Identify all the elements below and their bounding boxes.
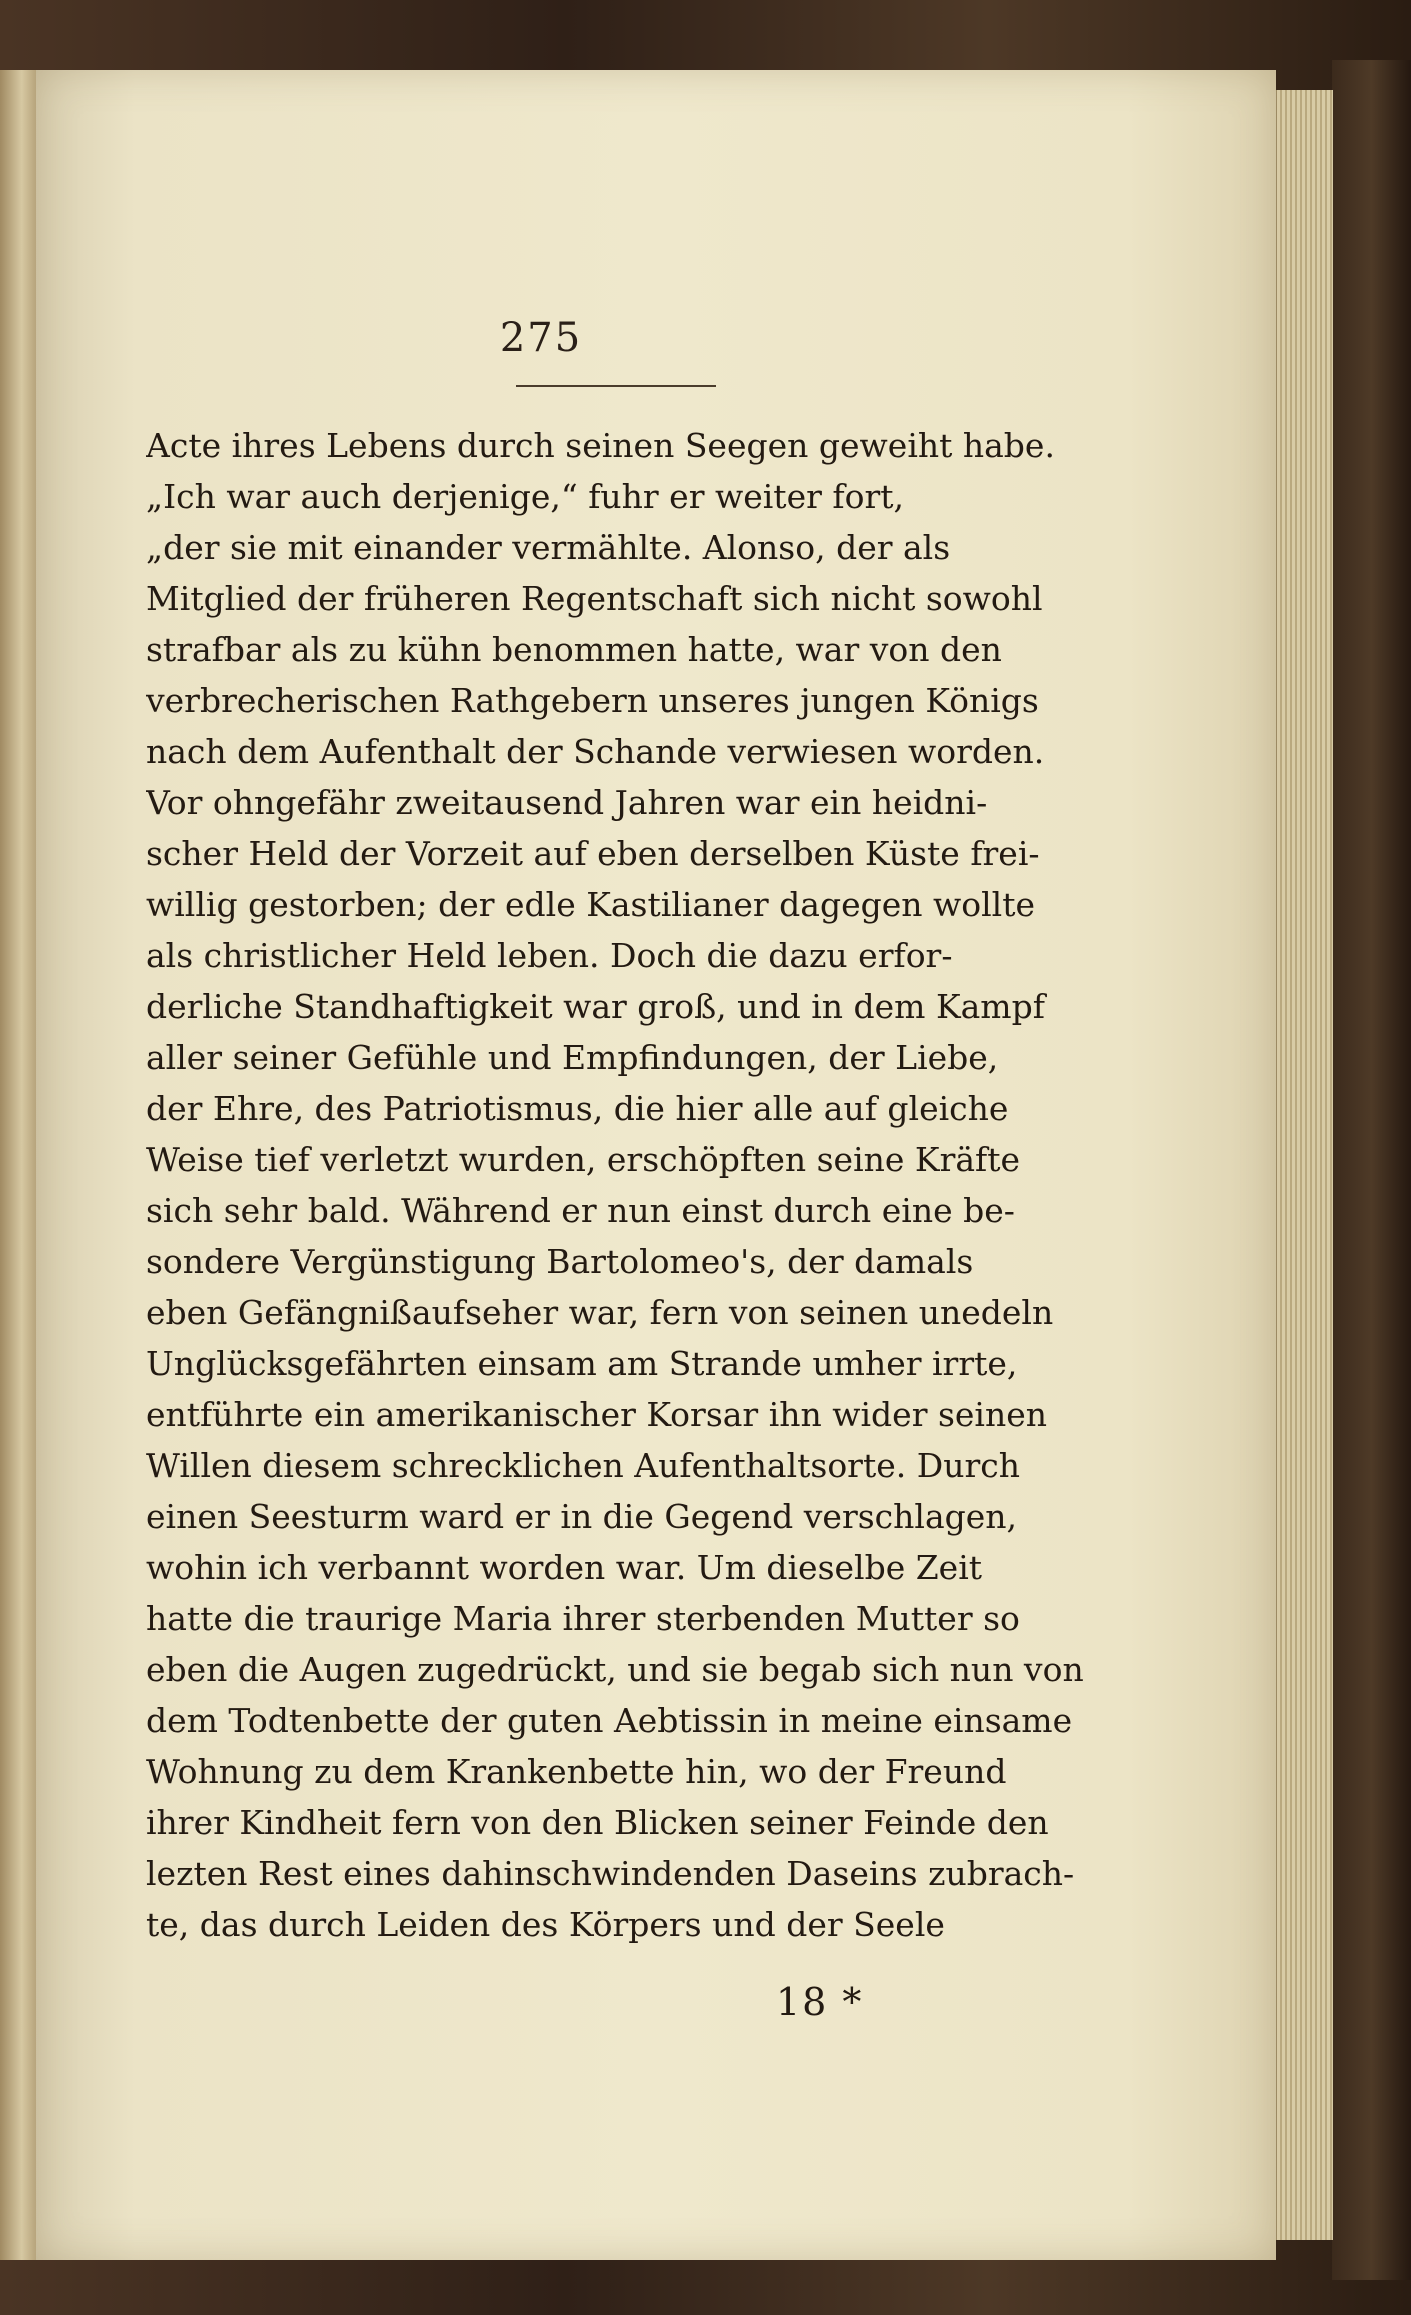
text-line: verbrecherischen Rathgebern unseres jungen Königs (146, 681, 1039, 720)
text-line: aller seiner Gefühle und Empfindungen, der Liebe, (146, 1038, 999, 1077)
text-line: Wohnung zu dem Krankenbette hin, wo der Freund (146, 1752, 1007, 1791)
left-page-edge (0, 70, 37, 2260)
text-line: entführte ein amerikanischer Korsar ihn wider seinen (146, 1395, 1048, 1434)
text-line: hatte die traurige Maria ihrer sterbenden Mutter so (146, 1599, 1020, 1638)
text-line: einen Seesturm ward er in die Gegend verschlagen, (146, 1497, 1018, 1536)
text-line: Willen diesem schrecklichen Aufenthaltsorte. Durch (146, 1446, 1020, 1485)
text-line: sich sehr bald. Während er nun einst durch eine be- (146, 1191, 1015, 1230)
text-line: „der sie mit einander vermählte. Alonso, der als (146, 528, 951, 567)
text-line: Unglücksgefährten einsam am Strande umher irrte, (146, 1344, 1018, 1383)
text-line: sondere Vergünstigung Bartolomeo's, der damals (146, 1242, 974, 1281)
text-line: scher Held der Vorzeit auf eben derselben Küste frei- (146, 834, 1040, 873)
text-line: lezten Rest eines dahinschwindenden Daseins zubrach- (146, 1854, 1075, 1893)
text-line: te, das durch Leiden des Körpers und der Seele (146, 1905, 945, 1944)
page-text (146, 420, 1096, 1950)
text-line: Weise tief verletzt wurden, erschöpften seine Kräfte (146, 1140, 1021, 1179)
book-page (36, 70, 1276, 2260)
text-line: eben die Augen zugedrückt, und sie begab sich nun von (146, 1650, 1084, 1689)
text-line: Mitglied der früheren Regentschaft sich nicht sowohl (146, 579, 1043, 618)
text-line: derliche Standhaftigkeit war groß, und in dem Kampf (146, 987, 1045, 1026)
signature-mark: 18 * (776, 1980, 864, 2024)
text-line: dem Todtenbette der guten Aebtissin in meine einsame (146, 1701, 1073, 1740)
text-line: strafbar als zu kühn benommen hatte, war von den (146, 630, 1002, 669)
text-line: Vor ohngefähr zweitausend Jahren war ein heidni- (146, 783, 988, 822)
page-number: 275 (499, 315, 583, 361)
text-line: der Ehre, des Patriotismus, die hier alle auf gleiche (146, 1089, 1009, 1128)
page-stack-edge (1276, 90, 1333, 2240)
text-line: Acte ihres Lebens durch seinen Seegen geweiht habe. (146, 426, 1055, 465)
text-line: eben Gefängnißaufseher war, fern von seinen unedeln (146, 1293, 1054, 1332)
text-line: als christlicher Held leben. Doch die dazu erfor- (146, 936, 953, 975)
text-line: willig gestorben; der edle Kastilianer dagegen wollte (146, 885, 1036, 924)
text-line: nach dem Aufenthalt der Schande verwiesen worden. (146, 732, 1045, 771)
book-binding-edge (1332, 60, 1411, 2280)
text-line: ihrer Kindheit fern von den Blicken seiner Feinde den (146, 1803, 1049, 1842)
text-line: „Ich war auch derjenige,“ fuhr er weiter fort, (146, 477, 904, 516)
header-rule (516, 385, 716, 387)
text-line: wohin ich verbannt worden war. Um dieselbe Zeit (146, 1548, 983, 1587)
